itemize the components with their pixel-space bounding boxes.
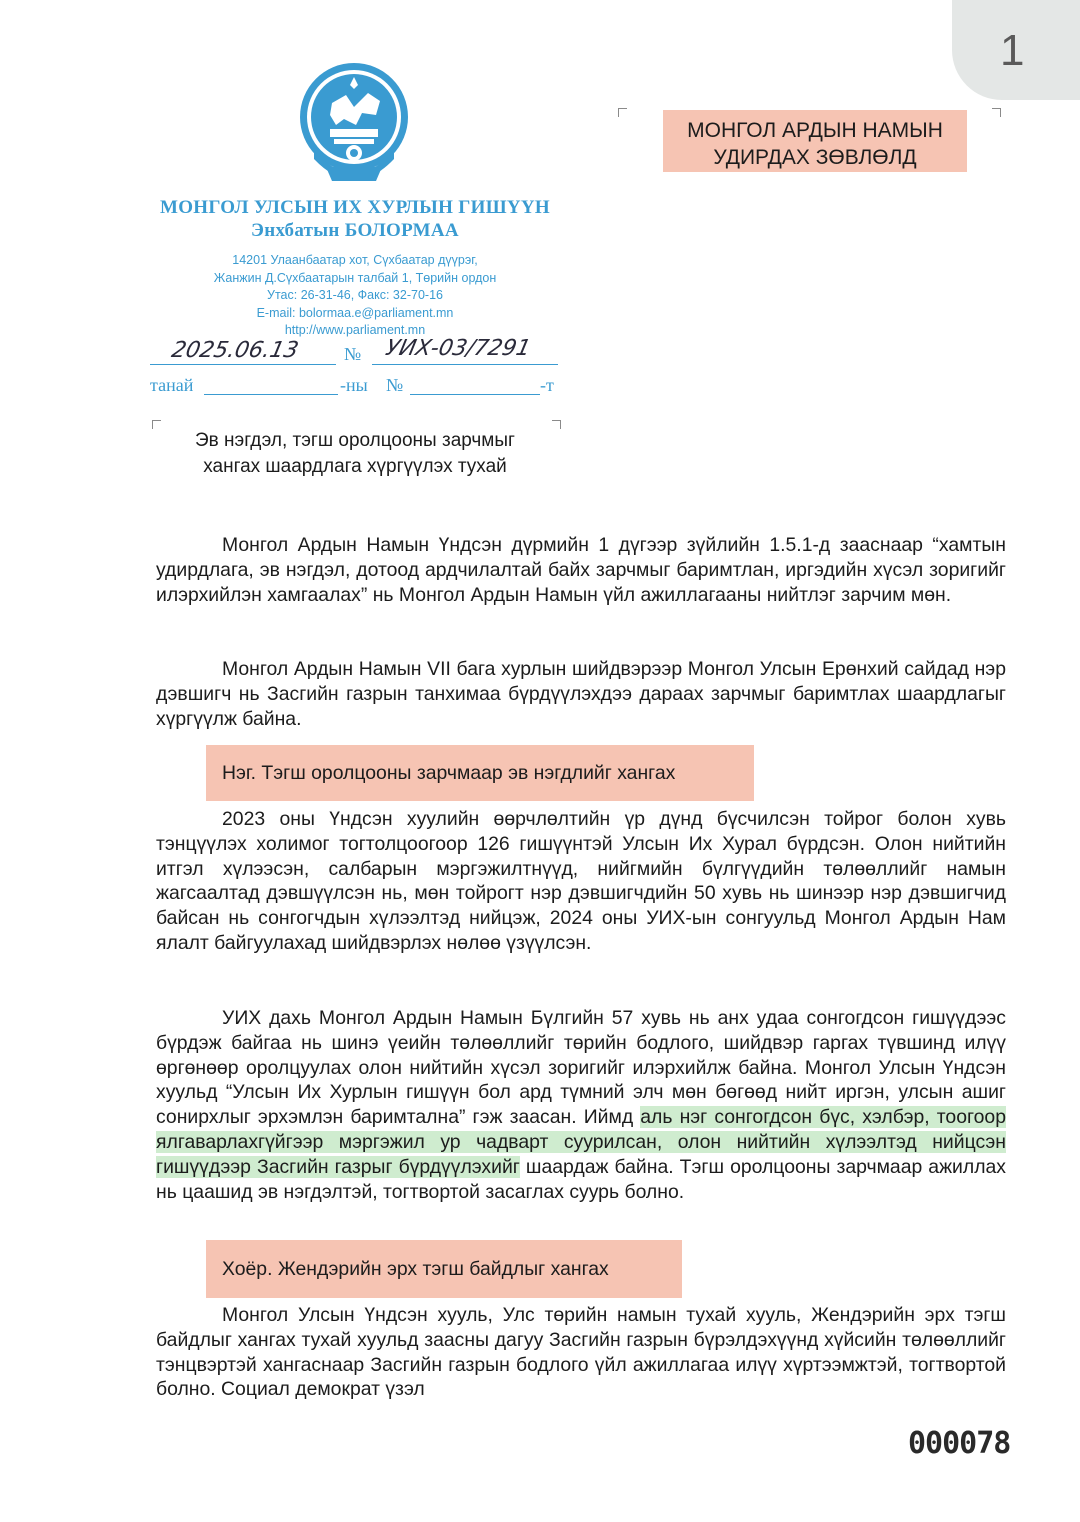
reply-prefix: танай <box>150 375 194 395</box>
paragraph-4-start: УИХ дахь Монгол Ардын Намын Бүлгийн 57 хувь нь анх удаа сонгогдсон гишүүдээс бүрдэж байгаа нь шинэ үеийн төлөөллийг төрийн бодлого, шийдвэр гаргах түвшинд илүү өргөнөөр оролцуулах олон нийтийн хүсэл зоригийг илэрхийлж байна. Монгол Улсын Үндсэн хуульд “Улсын Их Хурлын гишүүн бол ард түмний элч мөн бөгөөд нийт иргэн, улсын ашиг сонирхлыг эрхэмлэн баримтална” гэж заасан. Иймд <box>156 1007 1006 1129</box>
reply-suffix: -т <box>540 375 554 395</box>
paragraph-2: Монгол Ардын Намын VII бага хурлын шийдвэрээр Монгол Улсын Ерөнхий сайдад нэр дэвшигч нь Засгийн газрын танхимаа бүрдүүлэхдээ дараах зарчмыг баримтлах шаардлагыг хүргүүлж байна. <box>156 658 1006 730</box>
addressee-line-2: УДИРДАХ ЗӨВЛӨЛД <box>713 146 917 169</box>
sender-title: МОНГОЛ УЛСЫН ИХ ХУРЛЫН ГИШҮҮН <box>159 197 551 218</box>
paragraph-1: Монгол Ардын Намын Үндсэн дүрмийн 1 дүгээр зүйлийн 1.5.1-д зааснаар “хамтын удирдлага, эв нэгдэл, дотоод ардчилалтай байх зарчмыг баримтлан, иргэдийн хүсэл зоригийг илэрхийлэн хамгаалах” нь Монгол Ардын Намын үйл ажиллагааны нийтлэг зарчим мөн. <box>156 534 1006 606</box>
address-line-2: Жанжин Д.Сүхбаатарын талбай 1, Төрийн ордон <box>213 270 497 285</box>
page-indicator <box>952 0 1080 100</box>
date-underline <box>150 364 336 365</box>
registration-number: УИХ-03/7291 <box>383 336 533 361</box>
section-heading-two <box>206 1240 682 1298</box>
reply-number-underline <box>410 394 540 395</box>
sender-name: Энхбатын БОЛОРМАА <box>251 220 459 241</box>
document-serial-number: 000078 <box>908 1426 1011 1461</box>
sender-address <box>130 252 580 340</box>
state-emblem-icon <box>296 55 412 187</box>
subject-line-2: хангах шаардлага хүргүүлэх тухай <box>203 456 507 477</box>
email: E-mail: bolormaa.e@parliament.mn <box>256 305 454 320</box>
addressee-corner-right <box>992 108 1001 117</box>
paragraph-5: Монгол Улсын Үндсэн хууль, Улс төрийн намын тухай хууль, Жендэрийн эрх тэгш байдлыг хангах тухай хуульд заасны дагуу Засгийн газрын бүрэлдэхүүнд хүйсийн төлөөллийг тэнцвэртэй хангаснаар Засгийн газрын бодлого үйл ажиллагаа илүү хүртээмжтэй, тогтвортой болно. Социал демократ үзэл <box>156 1304 1006 1401</box>
number-underline <box>372 364 558 365</box>
page-number: 1 <box>1000 26 1025 75</box>
website: http://www.parliament.mn <box>284 323 426 337</box>
reply-number-label: № <box>386 375 404 395</box>
addressee-box <box>663 110 967 172</box>
paragraph-3: 2023 оны Үндсэн хуулийн өөрчлөлтийн үр дүнд бүсчилсэн тойрог болон хувь тэнцүүлэх холимог тогтолцоогоор 126 гишүүнтэй Улсын Их Хурал бүрдсэн. Олон нийтийн итгэл хүлээсэн, салбарын мэргэжилтнүүд, нийгмийн бүлгүүдийн төлөөллийг намын жагсаалтад дэвшүүлсэн нь, мөн тойрогт нэр дэвшигчдийн 50 хувь нь шинээр нэр дэвшигчид байсан нь сонгогчдын хүлээлтэд нийцэж, 2024 оны УИХ-ын сонгуульд Монгол Ардын Нам ялалт байгуулахад шийдвэрлэх нөлөө үзүүлсэн. <box>156 808 1006 954</box>
registration-date: 2025.06.13 <box>169 338 301 363</box>
reply-date-underline <box>204 394 338 395</box>
addressee-line-1: МОНГОЛ АРДЫН НАМЫН <box>687 119 943 142</box>
address-line-1: 14201 Улаанбаатар хот, Сүхбаатар дүүрэг, <box>232 253 478 267</box>
subject-corner-right <box>552 420 561 429</box>
section-two-label: Хоёр. Жендэрийн эрх тэгш байдлыг хангах <box>222 1257 609 1280</box>
sender-header <box>80 196 630 242</box>
addressee-corner-left <box>618 108 627 117</box>
paragraph-4 <box>156 1006 1006 1204</box>
section-heading-one <box>206 745 754 801</box>
phone-fax: Утас: 26-31-46, Факс: 32-70-16 <box>267 288 443 302</box>
subject-line-1: Эв нэгдэл, тэгш оролцооны зарчмыг <box>195 430 515 451</box>
paragraph-4-end: шаардаж байна. Тэгш оролцооны зарчмаар ажиллах нь цаашид эв нэгдэлтэй, тогтвортой засаглах суурь болно. <box>156 1155 1006 1203</box>
section-one-label: Нэг. Тэгш оролцооны зарчмаар эв нэгдлийг хангах <box>222 761 676 784</box>
letter-subject <box>160 428 550 480</box>
registration-number-label: № <box>344 344 362 364</box>
highlighted-demand: аль нэг сонгогдсон бүс, хэлбэр, тоогоор ялгаварлахгүйгээр мэргэжил ур чадварт суурилсан, олон нийтийн хүлээлтэд нийцсэн гишүүдээр Засгийн газрыг бүрдүүлэхийг <box>156 1106 1006 1178</box>
reply-mid: -ны <box>340 375 368 395</box>
